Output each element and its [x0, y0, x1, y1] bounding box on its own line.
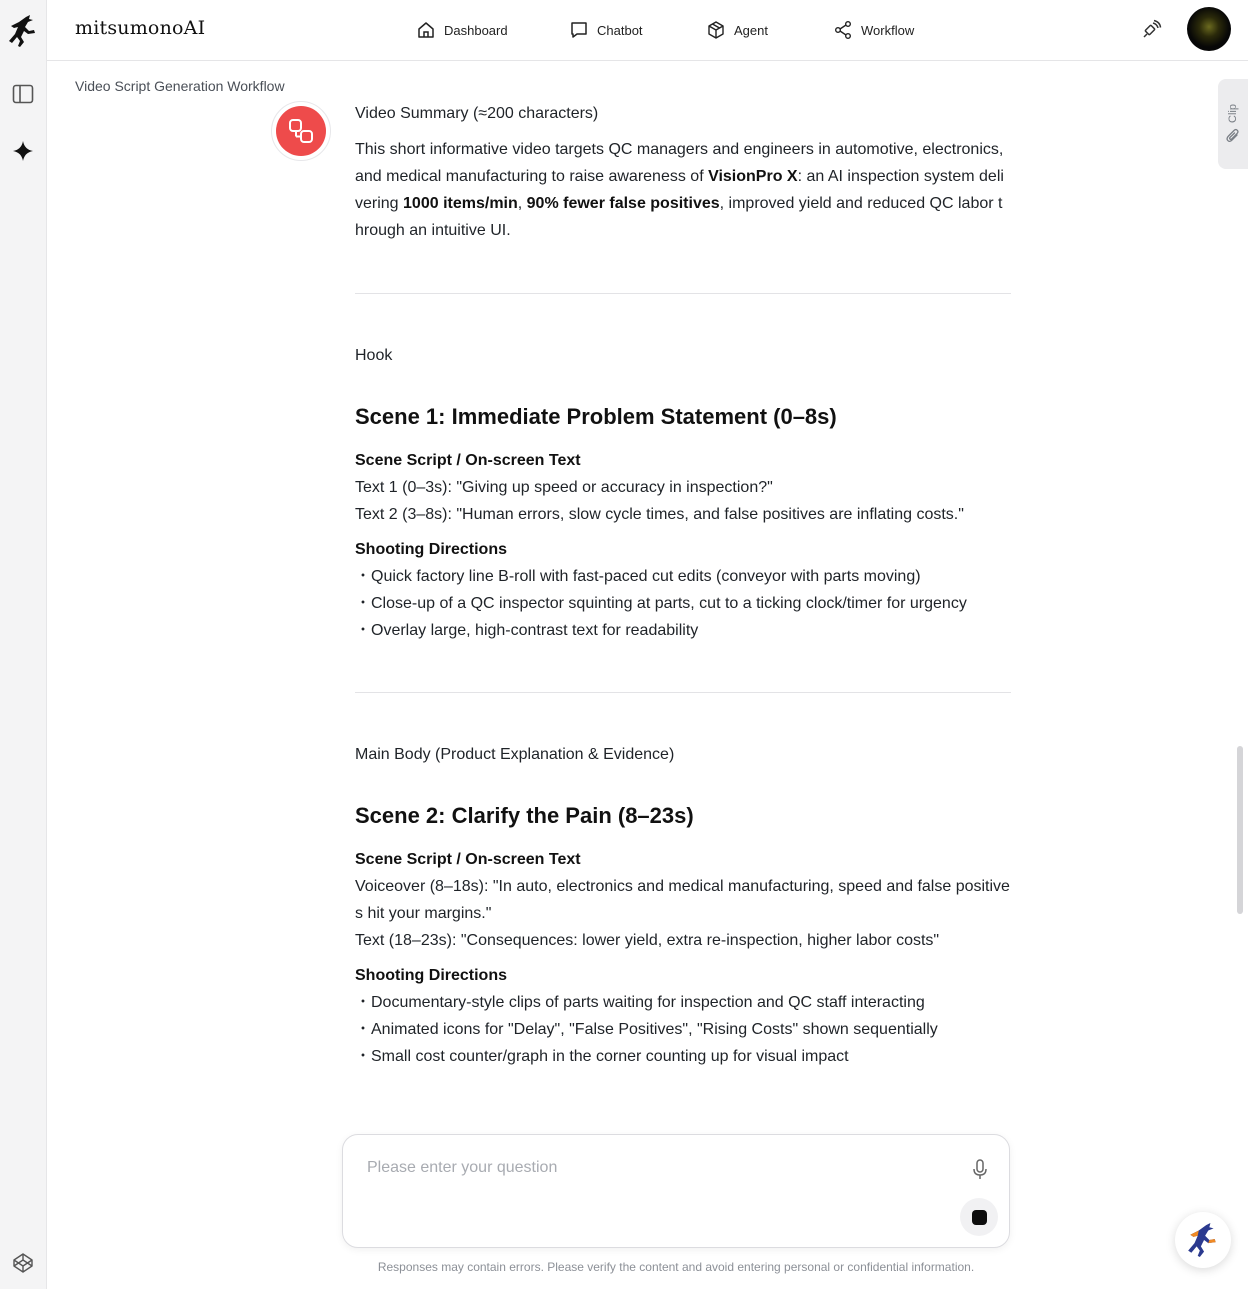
scene2-direction-item: ・Documentary-style clips of parts waiting for inspection and QC staff interacting: [355, 994, 925, 1011]
chat-icon: [569, 20, 589, 40]
divider: [355, 692, 1011, 693]
clip-tab[interactable]: [1218, 79, 1248, 169]
top-header: [47, 0, 1248, 61]
nav-dashboard[interactable]: [416, 18, 508, 42]
stop-button[interactable]: [960, 1198, 998, 1236]
left-rail: [0, 0, 47, 1289]
clip-label: Clip: [1227, 103, 1239, 123]
page-title: Video Script Generation Workflow: [75, 78, 285, 94]
bot-avatar: [271, 101, 331, 161]
nav-chatbot-label: Chatbot: [597, 22, 643, 38]
satellite-icon[interactable]: [1137, 16, 1165, 44]
summary-text: : an AI inspection system delivering: [355, 168, 1004, 212]
false-positive-highlight: 90% fewer false positives: [526, 195, 720, 212]
scene2-script-line: Text (18–23s): "Consequences: lower yield, extra re-inspection, higher labor costs": [355, 932, 940, 949]
scene2-direction-item: ・Small cost counter/graph in the corner counting up for visual impact: [355, 1048, 849, 1065]
summary-text: ,: [517, 195, 527, 212]
main-body-label: Main Body (Product Explanation & Evidence): [355, 746, 675, 763]
scene1-direction-item: ・Quick factory line B-roll with fast-paced cut edits (conveyor with parts moving): [355, 568, 921, 585]
nav-agent[interactable]: [706, 18, 768, 42]
scene1-script-heading: Scene Script / On-screen Text: [355, 452, 581, 469]
scene1-direction-item: ・Close-up of a QC inspector squinting at parts, cut to a ticking clock/timer for urgency: [355, 595, 967, 612]
sparkle-icon[interactable]: [8, 136, 38, 166]
summary-paragraph: [355, 136, 1011, 244]
ninja-mascot-icon: [1185, 1222, 1221, 1258]
nav-agent-label: Agent: [734, 22, 768, 38]
summary-text: , improved yield and reduced QC labor through an intuitive UI.: [355, 195, 1003, 239]
ninja-logo-icon[interactable]: [8, 16, 38, 46]
scene1-script-line: Text 1 (0–3s): "Giving up speed or accuracy in inspection?": [355, 479, 773, 496]
scene1-direction-item: ・Overlay large, high-contrast text for readability: [355, 622, 699, 639]
user-avatar[interactable]: [1187, 7, 1231, 51]
question-input[interactable]: [367, 1155, 927, 1181]
scene2-directions-heading: Shooting Directions: [355, 967, 507, 984]
product-name: VisionPro X: [708, 168, 798, 185]
cube-icon: [706, 20, 726, 40]
nav-dashboard-label: Dashboard: [444, 22, 508, 38]
microphone-icon[interactable]: [969, 1157, 991, 1183]
paperclip-icon: [1226, 128, 1240, 144]
scene2-direction-item: ・Animated icons for "Delay", "False Positives", "Rising Costs" shown sequentially: [355, 1021, 938, 1038]
scene2-script-line: Voiceover (8–18s): "In auto, electronics and medical manufacturing, speed and false positives hit your margins.": [355, 878, 1010, 922]
summary-heading: Video Summary (≈200 characters): [355, 105, 599, 122]
home-icon: [416, 20, 436, 40]
stop-icon: [972, 1210, 987, 1225]
scene1-directions-heading: Shooting Directions: [355, 541, 507, 558]
scene2-script-heading: Scene Script / On-screen Text: [355, 851, 581, 868]
assistant-fab-button[interactable]: [1175, 1212, 1231, 1268]
hook-label: Hook: [355, 347, 393, 364]
brand-name[interactable]: mitsumonoAI: [75, 17, 206, 39]
scene1-title: Scene 1: Immediate Problem Statement (0–8s): [355, 404, 837, 429]
disclaimer-text: Responses may contain errors. Please verify the content and avoid entering personal or confidential information.: [377, 1260, 975, 1274]
nav-chatbot[interactable]: [569, 18, 643, 42]
nav-workflow[interactable]: [833, 18, 914, 42]
nav-workflow-label: Workflow: [861, 22, 915, 38]
workflow-bot-icon: [276, 106, 326, 156]
divider: [355, 293, 1011, 294]
chat-composer: [342, 1134, 1010, 1248]
share-icon: [833, 20, 853, 40]
assistant-message: [355, 98, 1011, 1070]
scene1-script-line: Text 2 (3–8s): "Human errors, slow cycle times, and false positives are inflating costs.": [355, 506, 964, 523]
scene2-title: Scene 2: Clarify the Pain (8–23s): [355, 803, 694, 828]
summary-text: This short informative video targets QC managers and engineers in automotive, electronics, and medical manufacturing to raise awareness of: [355, 141, 1004, 185]
throughput-highlight: 1000 items/min: [403, 195, 518, 212]
sidebar-toggle-icon[interactable]: [8, 79, 38, 109]
scrollbar-thumb[interactable]: [1237, 746, 1243, 914]
codepen-icon[interactable]: [8, 1248, 38, 1278]
